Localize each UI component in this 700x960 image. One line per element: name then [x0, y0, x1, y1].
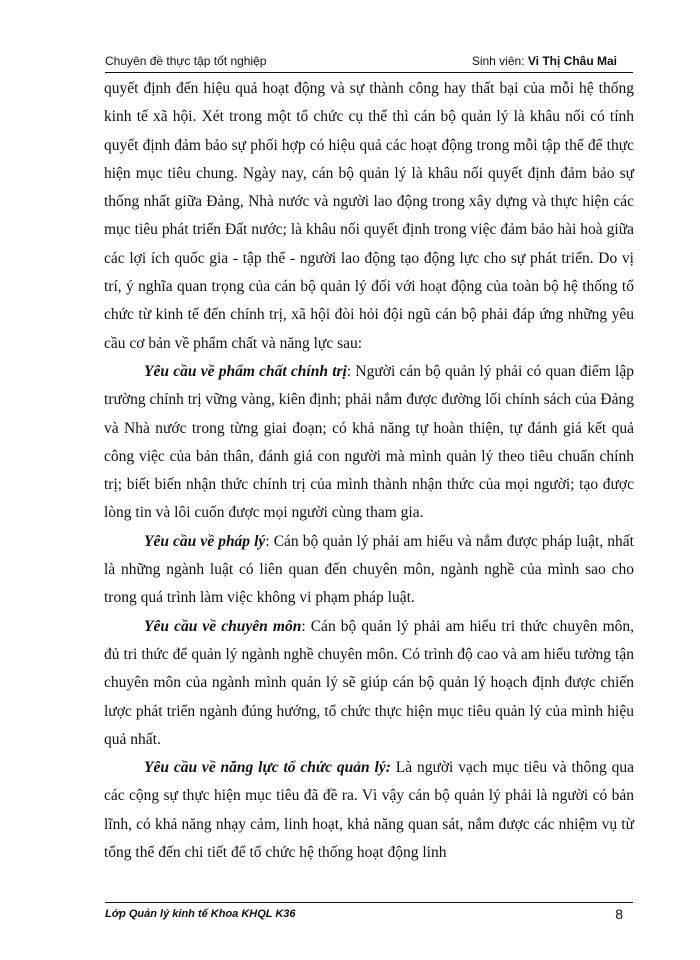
text-legal: : Cán bộ quản lý phải am hiểu và nắm được pháp luật, nhất là những ngành luật có liên quan đến chuyên môn, ngành nghề của mình sao cho trong quá trình làm việc không vi phạm pháp luật. [104, 532, 634, 607]
paragraph-management-capacity [104, 754, 634, 867]
heading-legal: Yêu cầu về pháp lý [144, 532, 266, 550]
header-student-label: Sinh viên: [471, 54, 525, 68]
paragraph-political-quality [104, 358, 634, 528]
page-body [104, 75, 634, 867]
heading-expertise: Yêu cầu về chuyên môn [144, 617, 302, 635]
footer-divider [105, 902, 633, 903]
page-footer [105, 905, 633, 923]
footer-class-info: Lớp Quản lý kinh tế Khoa KHQL K36 [105, 908, 296, 920]
page-header [105, 52, 617, 70]
text-management-capacity: Là người vạch mục tiêu và thông qua các cộng sự thực hiện mục tiêu đã đề ra. Vì vậy cán bộ quản lý phải là người có bản lĩnh, có khả năng nhạy cảm, linh hoạt, khả năng quan sát, nắm được các nhiệm vụ từ tổng thể đến chi tiết để tổ chức hệ thống hoạt động linh [104, 759, 634, 862]
text-political-quality: : Người cán bộ quản lý phải có quan điểm lập trường chính trị vững vàng, kiên định; phải nắm được đường lối chính sách của Đảng và Nhà nước trong từng giai đoạn; có khả năng tự hoàn thiện, tự đánh giá kết quả công việc của bản thân, đánh giá con người mà mình quản lý theo tiêu chuẩn chính trị; biết biến nhận thức chính trị của mình thành nhận thức của mọi người; tạo được lòng tin và lôi cuốn được mọi người cùng tham gia. [104, 362, 634, 522]
text-expertise: : Cán bộ quản lý phải am hiểu tri thức chuyên môn, đủ tri thức để quản lý ngành nghề chuyên môn. Có trình độ cao và am hiểu tường tận chuyên môn của ngành mình quản lý sẽ giúp cán bộ quản lý hoạch định được chiến lược phát triển ngành đúng hướng, tổ chức thực hiện mục tiêu quản lý của mình hiệu quả nhất. [104, 617, 634, 748]
header-student-name: Vi Thị Châu Mai [527, 54, 617, 68]
paragraph-legal [104, 528, 634, 613]
page-number: 8 [615, 906, 623, 922]
header-divider [105, 72, 633, 73]
heading-management-capacity: Yêu cầu về năng lực tổ chức quản lý: [144, 759, 391, 777]
header-student [472, 52, 617, 70]
heading-political-quality: Yêu cầu về phẩm chất chính trị [144, 362, 347, 380]
header-document-title: Chuyên đề thực tập tốt nghiệp [105, 54, 267, 68]
intro-paragraph: quyết định đến hiệu quả hoạt động và sự thành công hay thất bại của mỗi hệ thống kinh tế xã hội. Xét trong một tổ chức cụ thể thì cán bộ quản lý là khâu nối có tính quyết định đảm bảo sự phối hợp có hiệu quả các hoạt động trong mỗi tập thể để thực hiện mục tiêu chung. Ngày nay, cán bộ quản lý là khâu nối quyết định đảm bảo sự thống nhất giữa Đảng, Nhà nước và người lao động trong xây dựng và thực hiện các mục tiêu phát triển Đất nước; là khâu nối quyết định trong việc đảm bảo hài hoà giữa các lợi ích quốc gia - tập thể - người lao động tạo động lực cho sự phát triển. Do vị trí, ý nghĩa quan trọng của cán bộ quản lý đối với hoạt động của toàn bộ hệ thống tổ chức từ kinh tế đến chính trị, xã hội đòi hỏi đội ngũ cán bộ phải đáp ứng những yêu cầu cơ bản về phẩm chất và năng lực sau: [104, 80, 634, 352]
paragraph-expertise [104, 613, 634, 754]
